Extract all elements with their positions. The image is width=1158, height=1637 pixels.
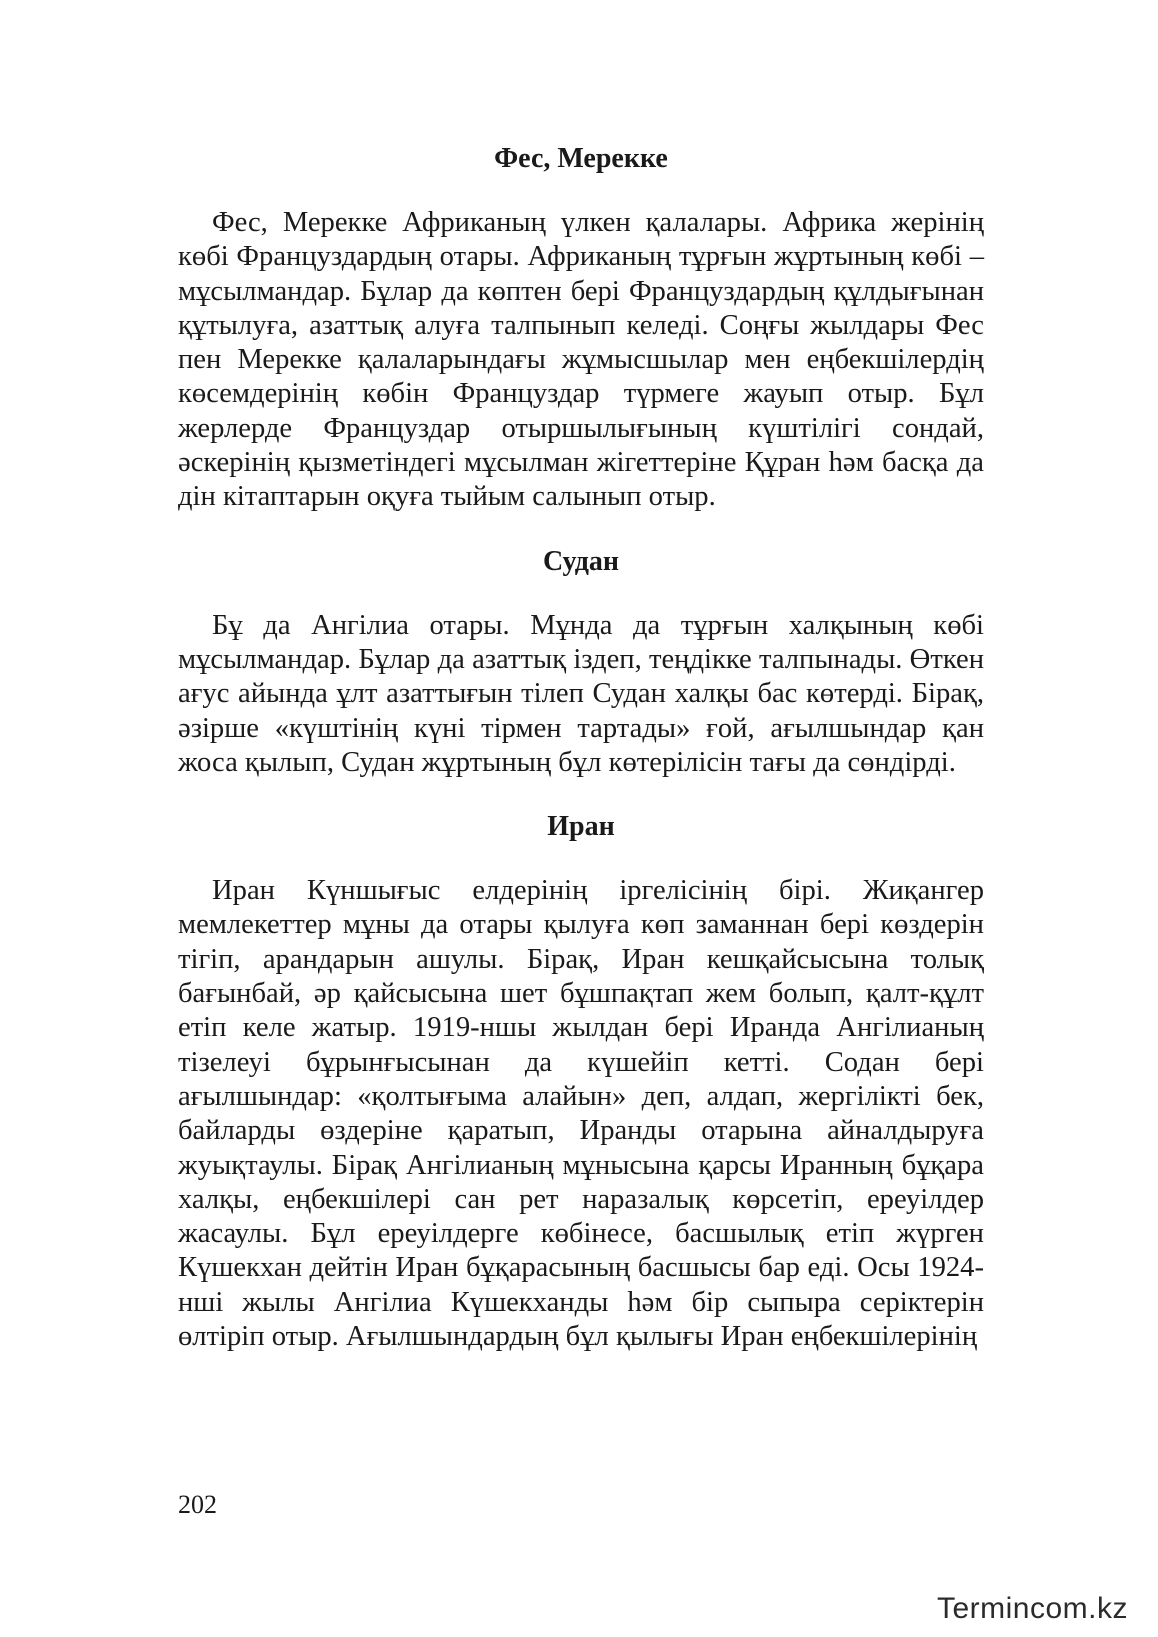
page-number: 202 [178, 1490, 217, 1519]
section-heading: Иран [547, 811, 615, 843]
section-paragraph: Бұ да Ангілиа отары. Мұнда да тұрғын халқының көбі мұсылмандар. Бұлар да азаттық іздеп, теңдікке талпынады. Өткен ағус айында ұлт азаттығын тілеп Судан халқы бас көтерді. Бірақ, әзірше «күштінің күні тірмен тартады» ғой, ағылшындар қан жоса қылып, Судан жұртының бұл көтерілісін тағы да сөндірді. [178, 609, 984, 778]
section-heading: Фес, Мерекке [494, 143, 668, 174]
watermark-logo [937, 1577, 1128, 1627]
section-paragraph: Иран Күншығыс елдерінің іргелісінің бірі. Жиқангер мемлекеттер мұны да отары қылуға көп заманнан бері көздерін тігіп, арандарын ашулы. Бірақ, Иран кешқайсысына толық бағынбай, әр қайсысына шет бұшпақтап жем болып, қалт-құлт етіп келе жатыр. 1919-ншы жылдан бері Иранда Ангілианың тізелеуі бұрынғысынан да күшейіп кетті. Содан бері ағылшындар: «қолтығыма алайын» деп, алдап, жергілікті бек, байларды өздеріне қаратып, Иранды отарына айналдыруға жуықтаулы. Бірақ Ангілианың мұнысына қарсы Иранның бұқара халқы, еңбекшілері сан рет наразалық көрсетіп, ереуілдер жасаулы. Бұл ереуілдерге көбінесе, басшылық етіп жүрген Күшекхан дейтін Иран бұқарасының басшысы бар еді. Осы 1924-нші жылы Ангілиа Күшекханды һәм бір сыпыра серіктерін өлтіріп отыр. Ағылшындардың бұл қылығы Иран еңбекшілерінің [178, 875, 984, 1353]
page-content [178, 142, 984, 1354]
section-heading: Судан [542, 545, 620, 577]
section-paragraph: Фес, Мерекке Африканың үлкен қалалары. Африка жерінің көбі Француздардың отары. Африканың тұрғын жұртының көбі – мұсылмандар. Бұлар да көптен бері Француздардың құлдығынан құтылуға, азаттық алуға талпынып келеді. Соңғы жылдары Фес пен Мерекке қалаларындағы жұмысшылар мен еңбекшілердің көсемдерінің көбін Француздар түрмеге жауып отыр. Бұл жерлерде Француздар отыршылығының күштілігі сондай, әскерінің қызметіндегі мұсылман жігеттеріне Құран һәм басқа да дін кітаптарын оқуға тыйым салынып отыр. [178, 207, 984, 513]
watermark-text: Termincom.kz [936, 1592, 1128, 1625]
